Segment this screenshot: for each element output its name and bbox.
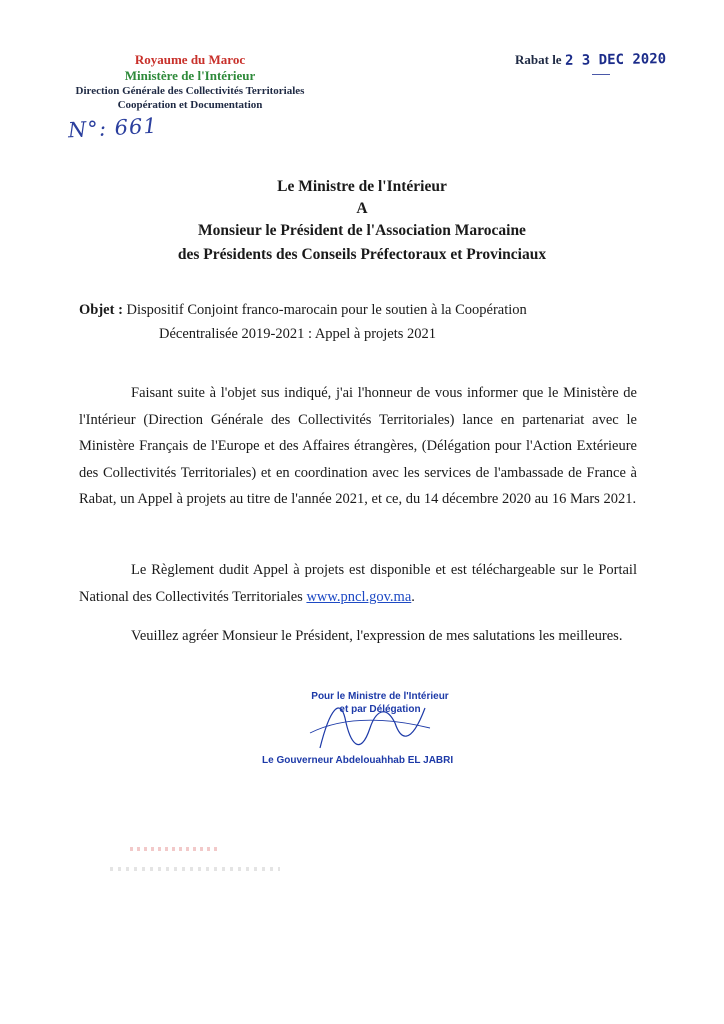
kingdom-name: Royaume du Maroc bbox=[134, 52, 246, 67]
signature-block bbox=[270, 690, 470, 716]
direction-name: Direction Générale des Collectivités Territoriales bbox=[75, 85, 305, 97]
signature-line-1: Pour le Ministre de l'Intérieur bbox=[311, 691, 449, 702]
portal-link[interactable]: www.pncl.gov.ma bbox=[306, 588, 412, 605]
letterhead bbox=[40, 52, 340, 112]
division-name: Coopération et Documentation bbox=[117, 99, 263, 111]
reference-number: N°: 661 bbox=[67, 113, 159, 143]
paragraph-2-end: . bbox=[411, 588, 415, 605]
ministry-name: Ministère de l'Intérieur bbox=[124, 68, 256, 83]
paragraph-2-text: Le Règlement dudit Appel à projets est disponible et est téléchargeable sur le Portail National des Collectivités Territoriales bbox=[79, 562, 637, 605]
date-underline bbox=[592, 74, 610, 75]
sender: Le Ministre de l'Intérieur bbox=[277, 178, 447, 195]
recipient-line-2: des Présidents des Conseils Préfectoraux et Provinciaux bbox=[177, 246, 547, 263]
object-section: Objet : Dispositif Conjoint franco-marocain pour le soutien à la Coopération Décentralisée 2019-2021 : Appel à projets 2021 bbox=[79, 298, 639, 346]
governor-name: Le Gouverneur Abdelouahhab EL JABRI bbox=[262, 755, 454, 766]
body-paragraph-2 bbox=[79, 557, 637, 610]
faded-bleedthrough-marks bbox=[100, 835, 300, 885]
object-line-2: Décentralisée 2019-2021 : Appel à projets 2021 bbox=[159, 326, 437, 342]
paragraph-3-text: Veuillez agréer Monsieur le Président, l'expression de mes salutations les meilleures. bbox=[131, 628, 623, 644]
recipient-line-1: Monsieur le Président de l'Association Marocaine bbox=[198, 222, 526, 239]
place-label: Rabat le bbox=[515, 52, 562, 67]
body-paragraph-1 bbox=[79, 380, 637, 513]
date-line bbox=[515, 52, 666, 68]
date-stamp: 2 3 DEC 2020 bbox=[564, 51, 667, 69]
body-paragraph-3 bbox=[79, 623, 637, 650]
signature-line-2: et par Délégation bbox=[339, 704, 421, 715]
addressee-prefix: A bbox=[356, 200, 368, 217]
paragraph-1-text: Faisant suite à l'objet sus indiqué, j'ai l'honneur de vous informer que le Ministère de l'Intérieur (Direction Générale des Collectivités Territoriales) lance en partenariat avec le Ministère Français de l'Europe et des Affaires étrangères, (Délégation pour l'Action Extérieure des Collectivités Territoriales) et en coordination avec les services de l'ambassade de France à Rabat, un Appel à projets au titre de l'année 2021, et ce, du 14 décembre 2020 au 16 Mars 2021. bbox=[79, 385, 637, 507]
object-line-1: Dispositif Conjoint franco-marocain pour le soutien à la Coopération bbox=[126, 302, 527, 318]
object-label: Objet bbox=[79, 302, 115, 318]
